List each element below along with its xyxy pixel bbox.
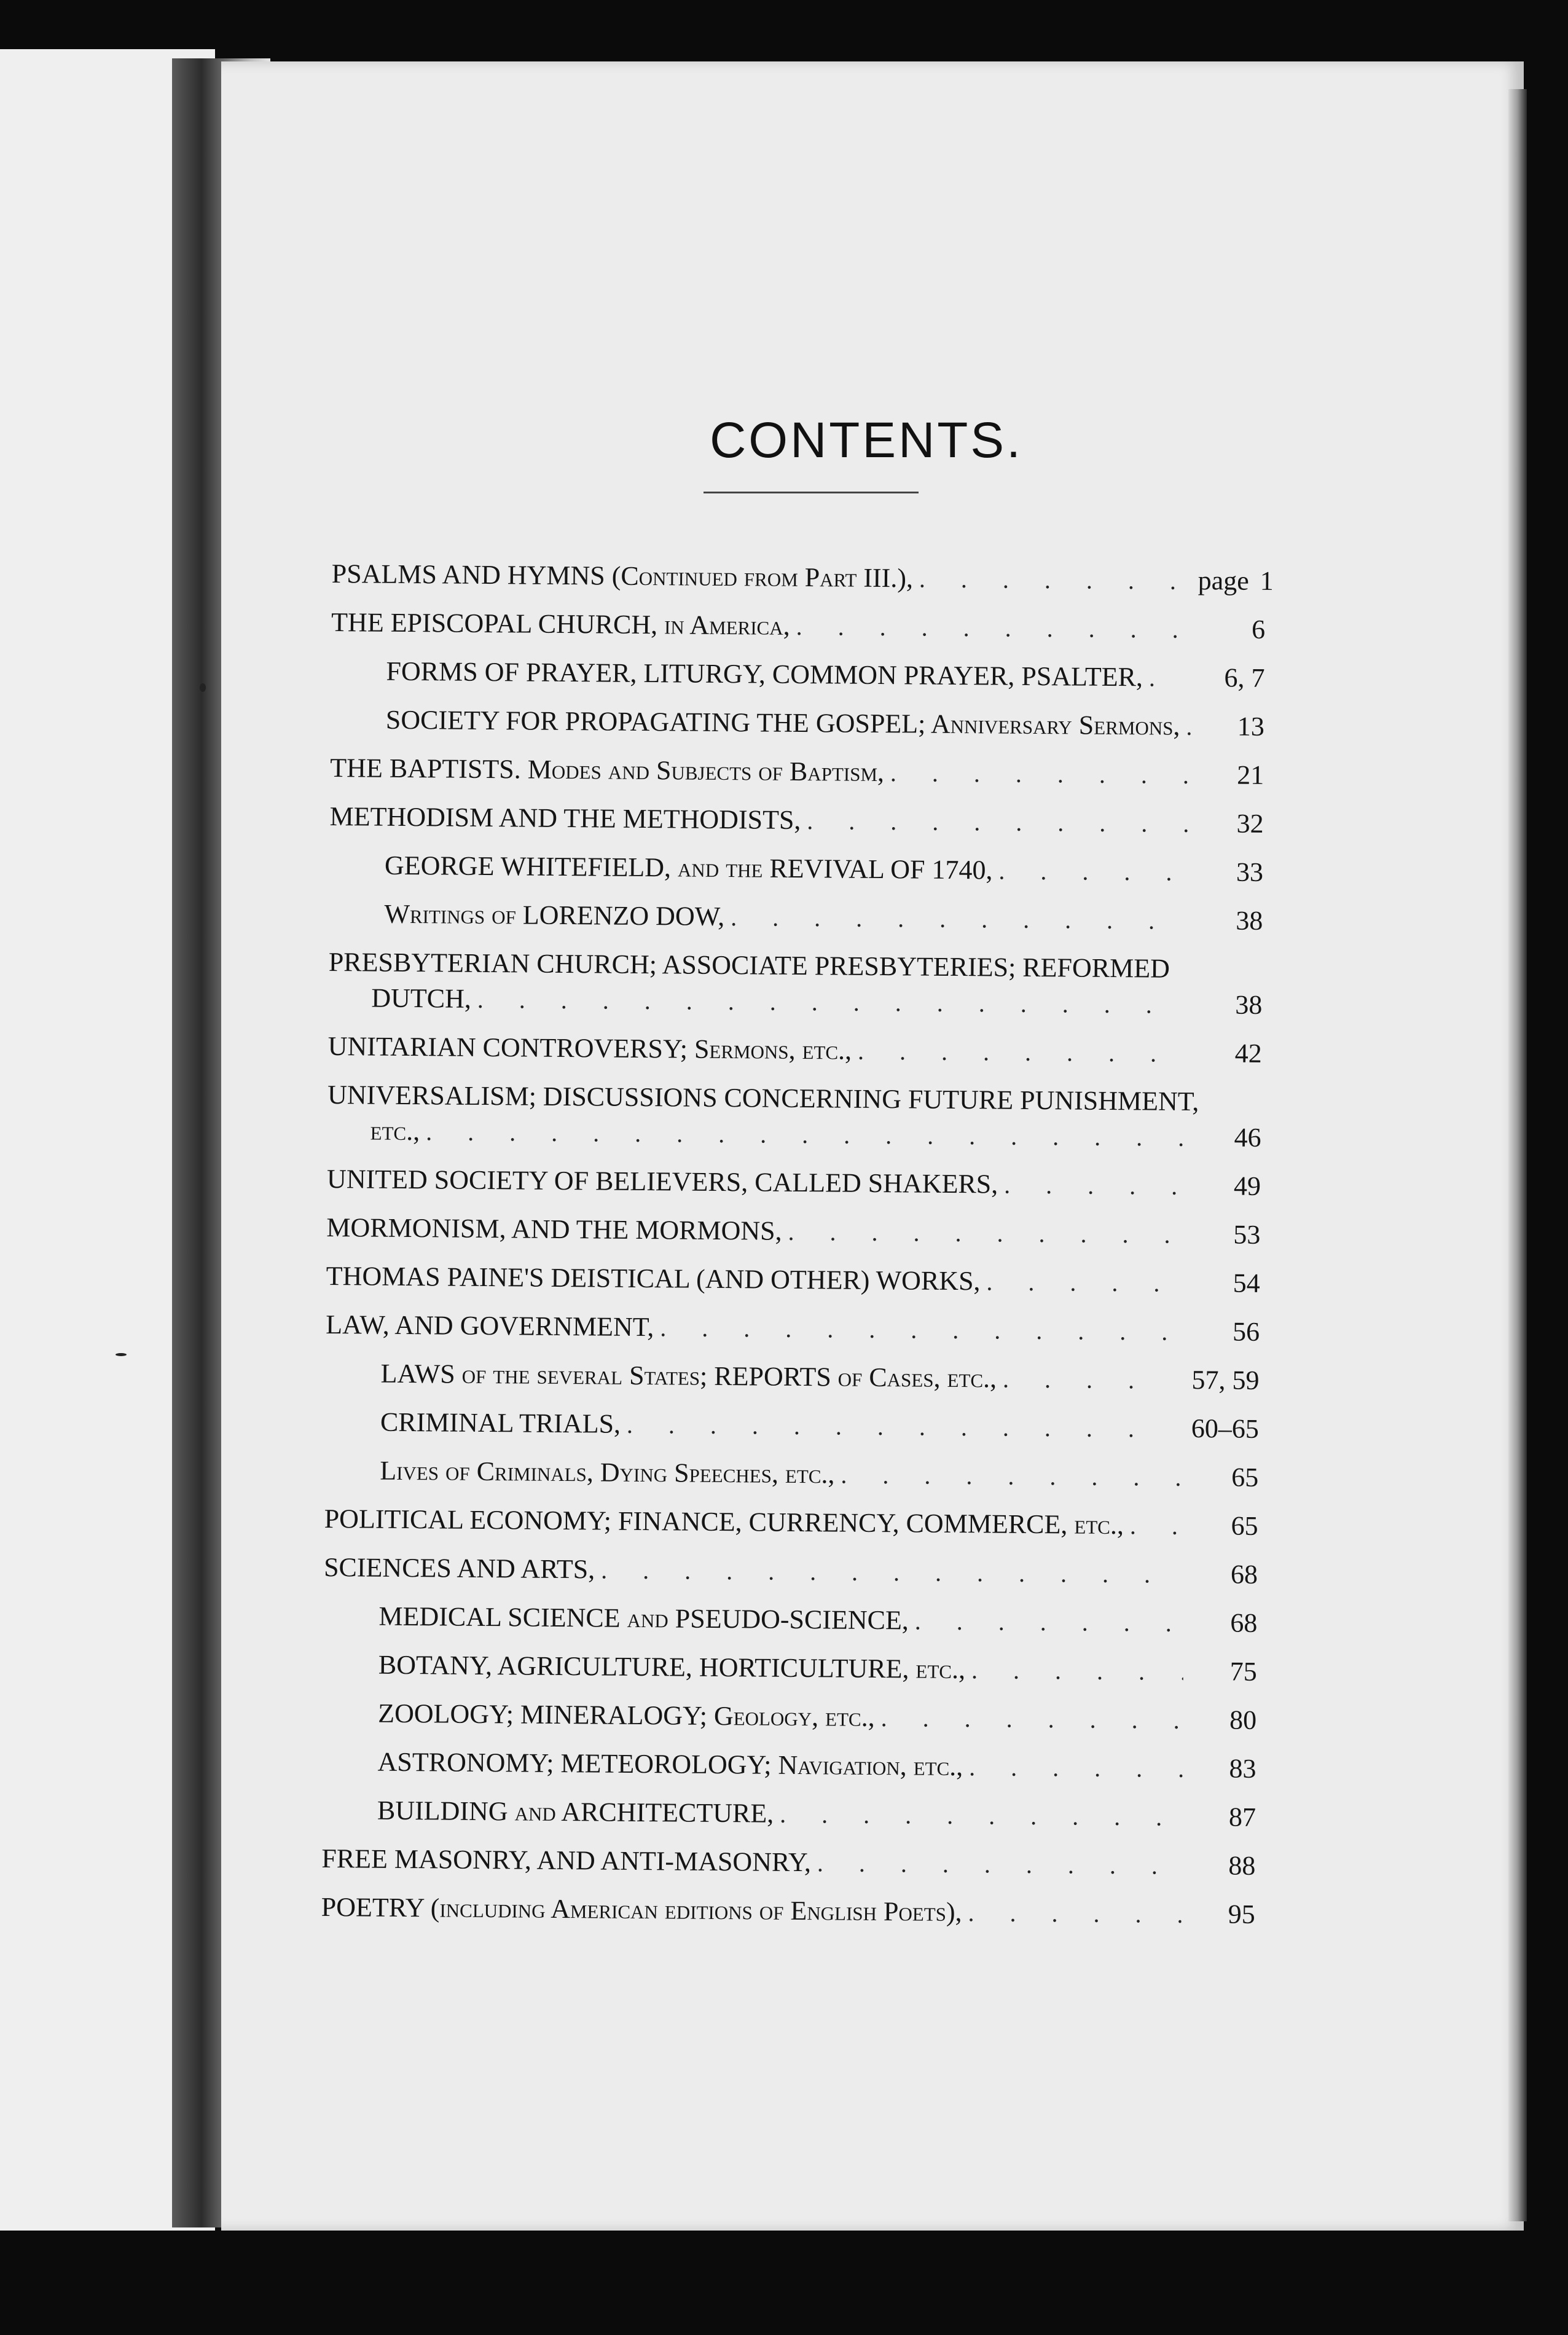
page-number-value: 13	[1237, 711, 1265, 742]
dot-leader	[858, 1034, 1188, 1072]
toc-entry	[324, 1550, 1258, 1593]
dot-leader	[780, 1797, 1182, 1835]
toc-page-number	[1188, 1848, 1255, 1884]
page-number-value: 75	[1229, 1656, 1257, 1687]
toc-entry	[329, 847, 1263, 891]
toc-entry-title: PRESBYTERIAN CHURCH; ASSOCIATE PRESBYTERIES; REFORMED	[328, 946, 1170, 984]
page-number-value: 42	[1234, 1038, 1262, 1069]
dot-leader	[919, 562, 1192, 599]
toc-entry-line	[328, 980, 1262, 1024]
toc-entry	[327, 1161, 1261, 1205]
toc-page-number	[1196, 757, 1264, 793]
toc-entry-title: POETRY (including American editions of English Poets),	[321, 1891, 962, 1928]
scan-speck	[200, 683, 206, 692]
toc-entry	[327, 1029, 1261, 1072]
dot-leader	[969, 1749, 1183, 1787]
toc-entry	[321, 1890, 1255, 1933]
page-number-value: 1	[1260, 565, 1274, 597]
toc-entry	[326, 1307, 1260, 1351]
toc-page-number	[1190, 1654, 1257, 1690]
toc-entry-title: SCIENCES AND ARTS,	[323, 1552, 595, 1585]
dot-leader	[841, 1458, 1185, 1496]
toc-entry	[331, 605, 1265, 648]
toc-entry-title: PSALMS AND HYMNS (Continued from Part III.),	[331, 558, 914, 594]
toc-entry	[328, 944, 1263, 1024]
page-number-value: 56	[1232, 1316, 1260, 1347]
toc-entry	[323, 1695, 1256, 1739]
dot-leader	[788, 1214, 1186, 1253]
toc-page-number	[1192, 1314, 1260, 1350]
toc-entry	[331, 556, 1274, 600]
toc-page-number	[1196, 806, 1263, 842]
toc-entry	[330, 750, 1264, 794]
dot-leader	[998, 854, 1190, 890]
page-number-value: 80	[1229, 1705, 1257, 1735]
toc-page-number	[1189, 1702, 1256, 1738]
page-number-value: 49	[1233, 1171, 1261, 1201]
toc-entry	[322, 1792, 1256, 1836]
toc-page-number	[1195, 903, 1263, 939]
toc-entry	[321, 1841, 1255, 1885]
toc-page-number	[1167, 1411, 1259, 1447]
page-edge	[1508, 89, 1527, 2221]
dot-leader	[807, 803, 1190, 842]
page-number-value: 88	[1228, 1850, 1256, 1881]
toc-entry-title: BUILDING and ARCHITECTURE,	[377, 1795, 774, 1829]
dot-leader	[890, 755, 1191, 793]
scan-speck	[116, 1353, 127, 1356]
dot-leader	[660, 1310, 1186, 1350]
toc-page-number	[1197, 708, 1264, 745]
dot-leader	[1149, 660, 1167, 696]
toc-entry-title: UNIVERSALISM; DISCUSSIONS CONCERNING FUTURE PUNISHMENT,	[327, 1079, 1199, 1117]
dot-leader	[817, 1845, 1182, 1884]
toc-page-number	[1193, 1265, 1260, 1301]
dot-leader	[426, 1114, 1188, 1156]
toc-entry-title: THE EPISCOPAL CHURCH, in America,	[331, 606, 790, 641]
toc-entry-title: MEDICAL SCIENCE and PSEUDO-SCIENCE,	[378, 1601, 909, 1636]
toc-page-number	[1194, 987, 1262, 1023]
toc-entry-title: DUTCH,	[371, 983, 472, 1014]
toc-entry	[326, 1210, 1260, 1254]
toc-page-number	[1190, 1508, 1258, 1544]
page-number-value: 65	[1231, 1462, 1259, 1493]
toc-entry-title: UNITED SOCIETY OF BELIEVERS, CALLED SHAKERS,	[326, 1163, 998, 1199]
page-number-value: 83	[1229, 1753, 1256, 1784]
toc-entry	[329, 896, 1263, 940]
toc-page-number	[1193, 1217, 1260, 1253]
toc-page-number	[1188, 1799, 1256, 1835]
page-number-value: 38	[1235, 989, 1263, 1020]
toc-page-number	[1191, 1459, 1258, 1496]
page-number-value: 6, 7	[1224, 662, 1265, 693]
toc-entry-title: FREE MASONRY, AND ANTI-MASONRY,	[321, 1843, 812, 1878]
page-number-value: 21	[1237, 759, 1264, 790]
toc-page-number	[1193, 1120, 1261, 1156]
dot-leader	[1130, 1508, 1185, 1544]
toc-page-number	[1196, 854, 1263, 890]
toc-entry	[324, 1501, 1258, 1545]
dot-leader	[880, 1700, 1183, 1738]
toc-entry-title: THE BAPTISTS. Modes and Subjects of Baptism,	[330, 752, 885, 788]
toc-entry	[325, 1404, 1259, 1448]
page-number-value: 65	[1231, 1510, 1258, 1541]
toc-page-number	[1190, 1605, 1257, 1641]
toc-page-number	[1167, 1362, 1259, 1399]
toc-entry-title: LAWS of the several States; REPORTS of Cases, etc.,	[380, 1358, 997, 1394]
page-title: CONTENTS.	[710, 412, 1023, 468]
page-number-value: 68	[1230, 1607, 1258, 1638]
toc-entry	[327, 1077, 1261, 1156]
toc-entry-title: UNITARIAN CONTROVERSY; Sermons, etc.,	[327, 1030, 852, 1065]
toc-page-number	[1187, 1896, 1255, 1933]
contents-page	[221, 61, 1524, 2231]
toc-entry-title: LAW, AND GOVERNMENT,	[325, 1309, 654, 1343]
dot-leader	[1003, 1362, 1161, 1399]
toc-page-number	[1188, 1751, 1256, 1787]
page-label: page	[1198, 565, 1249, 596]
page-number-value: 32	[1236, 808, 1264, 839]
page-number-value: 60–65	[1191, 1413, 1260, 1444]
toc-entry	[323, 1647, 1257, 1690]
toc-entry-title: BOTANY, AGRICULTURE, HORTICULTURE, etc.,	[378, 1649, 966, 1685]
page-number-value: 54	[1233, 1268, 1260, 1298]
toc-page-number	[1190, 1556, 1258, 1593]
toc-entry	[322, 1744, 1256, 1788]
page-number-value: 87	[1228, 1802, 1256, 1832]
toc-page-number	[1172, 660, 1264, 696]
toc-entry-line	[327, 1113, 1261, 1156]
toc-entry-title: ZOOLOGY; MINERALOGY; Geology, etc.,	[378, 1698, 875, 1732]
toc-entry	[325, 1356, 1259, 1399]
dot-leader	[1004, 1168, 1187, 1204]
dot-leader	[968, 1895, 1182, 1933]
page-number-value: 38	[1236, 905, 1263, 936]
toc-entry	[323, 1598, 1257, 1642]
page-number-value: 95	[1228, 1899, 1255, 1929]
toc-page-number	[1194, 1035, 1261, 1072]
toc-entry-title: ASTRONOMY; METEOROLOGY; Navigation, etc.,	[377, 1746, 963, 1782]
toc-entry-title: FORMS OF PRAYER, LITURGY, COMMON PRAYER, PSALTER,	[386, 656, 1143, 693]
toc-page-number	[1198, 563, 1274, 599]
title-rule	[704, 492, 919, 493]
toc-entry	[324, 1453, 1258, 1496]
toc-entry	[329, 799, 1263, 842]
toc-entry	[331, 702, 1264, 745]
page-number-value: 6	[1251, 614, 1266, 645]
dot-leader	[796, 609, 1191, 648]
toc-entry-title: METHODISM AND THE METHODISTS,	[329, 801, 801, 836]
toc-entry-title: SOCIETY FOR PROPAGATING THE GOSPEL; Anniversary Sermons,	[385, 704, 1180, 741]
page-number-value: 46	[1234, 1122, 1261, 1153]
toc-page-number	[1198, 611, 1265, 648]
toc-entry-title: Lives of Criminals, Dying Speeches, etc.,	[380, 1455, 835, 1489]
dot-leader	[627, 1407, 1161, 1447]
page-number-value: 53	[1233, 1219, 1261, 1250]
toc-entry-title: Writings of LORENZO DOW,	[384, 898, 725, 932]
toc-entry-title: CRIMINAL TRIALS,	[380, 1407, 621, 1439]
toc-entry	[331, 653, 1264, 697]
dot-leader	[971, 1652, 1183, 1690]
toc-entry-title: etc.,	[370, 1115, 420, 1147]
page-number-value: 33	[1236, 857, 1264, 887]
page-number-value: 57, 59	[1191, 1365, 1260, 1395]
toc-entry-title: MORMONISM, AND THE MORMONS,	[326, 1212, 782, 1246]
dot-leader	[601, 1552, 1184, 1592]
toc-page-number	[1193, 1168, 1261, 1204]
table-of-contents	[321, 556, 1274, 1945]
dot-leader	[731, 900, 1190, 939]
toc-entry	[326, 1258, 1260, 1302]
toc-entry-title: POLITICAL ECONOMY; FINANCE, CURRENCY, COMMERCE, etc.,	[324, 1503, 1124, 1540]
dot-leader	[986, 1264, 1186, 1301]
page-number-value: 68	[1230, 1559, 1258, 1590]
dot-leader	[915, 1604, 1184, 1641]
toc-entry-title: GEORGE WHITEFIELD, and the REVIVAL OF 1740,	[384, 850, 993, 885]
dot-leader	[1186, 709, 1191, 745]
dot-leader	[477, 982, 1189, 1023]
toc-entry-title: THOMAS PAINE'S DEISTICAL (AND OTHER) WORKS,	[326, 1260, 981, 1297]
